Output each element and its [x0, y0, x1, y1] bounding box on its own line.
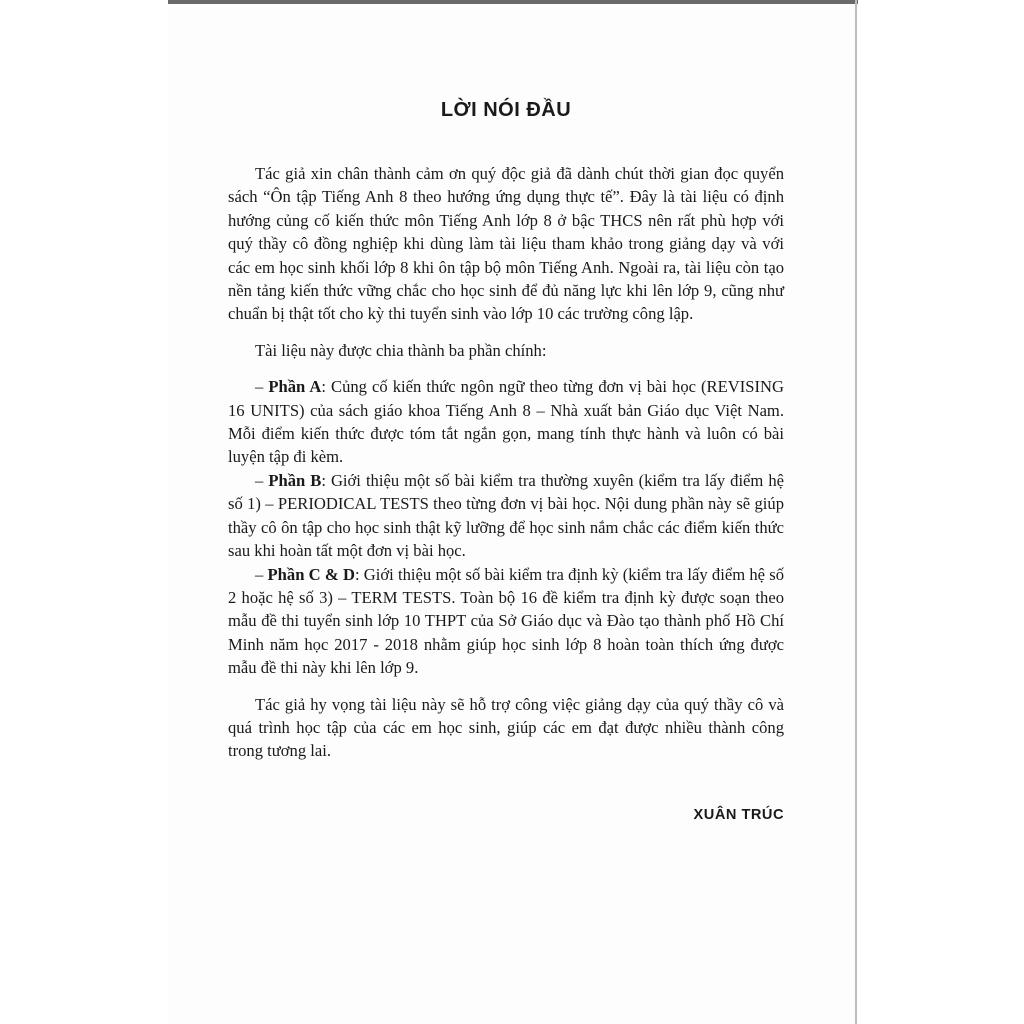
author-signature: XUÂN TRÚC [693, 806, 784, 823]
intro-paragraph: Tác giả xin chân thành cảm ơn quý độc giả đã dành chút thời gian đọc quyển sách “Ôn tập Tiếng Anh 8 theo hướng ứng dụng thực tế”. Đây là tài liệu có định hướng củng cố kiến thức môn Tiếng Anh lớp 8 ở bậc THCS nên rất phù hợp với quý thầy cô đồng nghiệp khi dùng làm tài liệu tham khảo trong giảng dạy và với các em học sinh khối lớp 8 khi ôn tập bộ môn Tiếng Anh. Ngoài ra, tài liệu còn tạo nền tảng kiến thức vững chắc cho học sinh để đủ năng lực khi lên lớp 9, cũng như chuẩn bị thật tốt cho kỳ thi tuyển sinh vào lớp 10 các trường công lập. [228, 164, 784, 324]
part-a-item [228, 375, 784, 469]
part-a-dash: – [255, 377, 264, 397]
page-top-edge [168, 0, 858, 4]
part-b-item [228, 469, 784, 563]
page-right-edge [855, 0, 857, 1024]
part-cd-label: Phần C & D [267, 564, 355, 584]
structure-paragraph: Tài liệu này được chia thành ba phần chính: [255, 340, 547, 360]
part-a-text: : Củng cố kiến thức ngôn ngữ theo từng đơn vị bài học (REVISING 16 UNITS) của sách giáo khoa Tiếng Anh 8 – Nhà xuất bản Giáo dục Việt Nam. Mỗi điểm kiến thức được tóm tắt ngắn gọn, mang tính thực hành và luôn có bài luyện tập đi kèm. [228, 377, 784, 467]
page-content [228, 96, 784, 823]
part-b-text: : Giới thiệu một số bài kiểm tra thường xuyên (kiểm tra lấy điểm hệ số 1) – PERIODICAL TESTS theo từng đơn vị bài học. Nội dung phần này sẽ giúp thầy cô ôn tập cho học sinh thật kỹ lưỡng để học sinh nắm chắc các điểm kiến thức sau khi hoàn tất một đơn vị bài học. [228, 470, 785, 561]
part-cd-dash: – [255, 564, 264, 584]
part-cd-item [228, 563, 784, 680]
part-a-label: Phần A [268, 377, 322, 397]
parts-list [228, 375, 784, 679]
closing-paragraph: Tác giả hy vọng tài liệu này sẽ hỗ trợ công việc giảng dạy của quý thầy cô và quá trình học tập của các em học sinh, giúp các em đạt được nhiều thành công trong tương lai. [228, 694, 784, 761]
part-cd-text: : Giới thiệu một số bài kiểm tra định kỳ (kiểm tra lấy điểm hệ số 2 hoặc hệ số 3) – TERM TESTS. Toàn bộ 16 đề kiểm tra định kỳ được soạn theo mẫu đề thi tuyển sinh lớp 10 THPT của Sở Giáo dục và Đào tạo thành phố Hồ Chí Minh năm học 2017 - 2018 nhằm giúp học sinh lớp 8 hoàn toàn thích ứng được mẫu đề thi này khi lên lớp 9. [228, 564, 784, 678]
page-title: LỜI NÓI ĐẦU [440, 99, 572, 121]
part-b-label: Phần B [268, 470, 322, 490]
part-b-dash: – [255, 470, 264, 490]
